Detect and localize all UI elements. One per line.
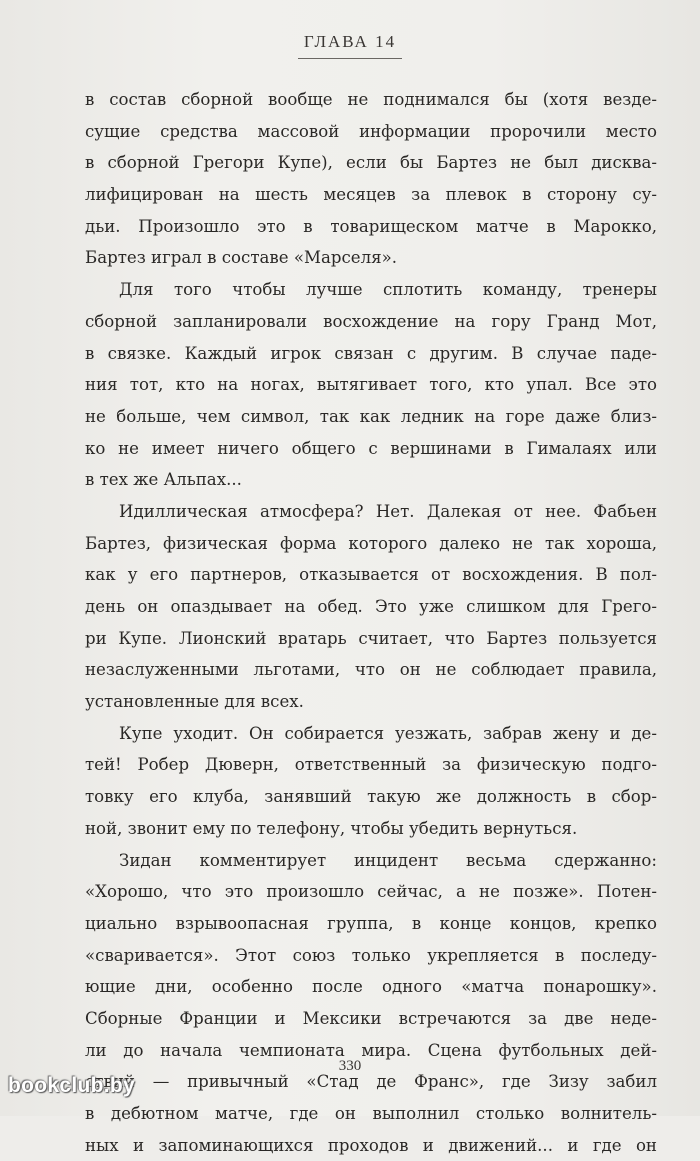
text-line: Сборные Франции и Мексики встречаются за две неде- [85,1008,657,1028]
text-line: день он опаздывает на обед. Это уже слишком для Грего- [85,597,657,616]
text-line: ли до начала чемпионата мира. Сцена футбольных дей- [85,1040,657,1060]
text-line: Зидан комментирует инцидент весьма сдержанно: [119,850,657,870]
body-text [85,84,657,1161]
text-line: в сборной Грегори Купе), если бы Бартез не был дисква- [85,153,657,173]
text-line: установленные для всех. [85,692,304,712]
text-line: товку его клуба, занявший такую же должность в сбор- [85,787,657,807]
text-line: «сваривается». Этот союз только укрепляется в последу- [85,945,657,965]
chapter-title: ГЛАВА 14 [298,32,402,59]
text-line: ния тот, кто на ногах, вытягивает того, кто упал. Все это [85,375,657,395]
text-line: «Хорошо, что это произошло сейчас, а не позже». Потен- [85,882,657,902]
text-line: дьи. Произошло это в товарищеском матче в Марокко, [85,216,657,236]
text-line: как у его партнеров, отказывается от восхождения. В пол- [85,565,657,585]
page-number: 330 [338,1058,362,1074]
text-line: в связке. Каждый игрок связан с другим. В случае паде- [85,343,657,363]
text-line: тей! Робер Дюверн, ответственный за физическую подго- [85,755,657,775]
text-line: ных и запоминающихся проходов и движений... и где он [85,1135,657,1155]
text-line: в дебютном матче, где он выполнил столько волнитель- [85,1104,657,1123]
text-line: сущие средства массовой информации пророчили место [85,121,657,141]
text-line: Бартез играл в составе «Марселя». [85,248,398,268]
text-line: Бартез, физическая форма которого далеко не так хороша, [85,533,657,553]
text-line: ной, звонит ему по телефону, чтобы убедить вернуться. [85,818,578,838]
text-line: Купе уходит. Он собирается уезжать, забрав жену и де- [119,723,657,743]
text-line: лифицирован на шесть месяцев за плевок в сторону су- [85,185,657,205]
text-line: ко не имеет ничего общего с вершинами в Гималаях или [85,438,657,458]
text-line: незаслуженными льготами, что он не соблюдает правила, [85,660,657,680]
text-line: ствий — привычный «Стад де Франс», где Зизу забил [85,1072,657,1092]
text-line: в тех же Альпах... [85,470,242,490]
running-header [0,32,700,59]
text-line: в состав сборной вообще не поднимался бы (хотя везде- [85,90,657,109]
text-line: ри Купе. Лионский вратарь считает, что Бартез пользуется [85,628,657,648]
text-line: циально взрывоопасная группа, в конце концов, крепко [85,913,657,933]
text-line: ющие дни, особенно после одного «матча понарошку». [85,977,657,997]
text-line: Идиллическая атмосфера? Нет. Далекая от нее. Фабьен [119,501,657,521]
text-line: не больше, чем символ, так как ледник на горе даже близ- [85,406,657,426]
text-line: сборной запланировали восхождение на гору Гранд Мот, [85,311,657,331]
watermark-logo: bookclub.by [8,1074,135,1097]
text-line: Для того чтобы лучше сплотить команду, тренеры [119,280,657,300]
